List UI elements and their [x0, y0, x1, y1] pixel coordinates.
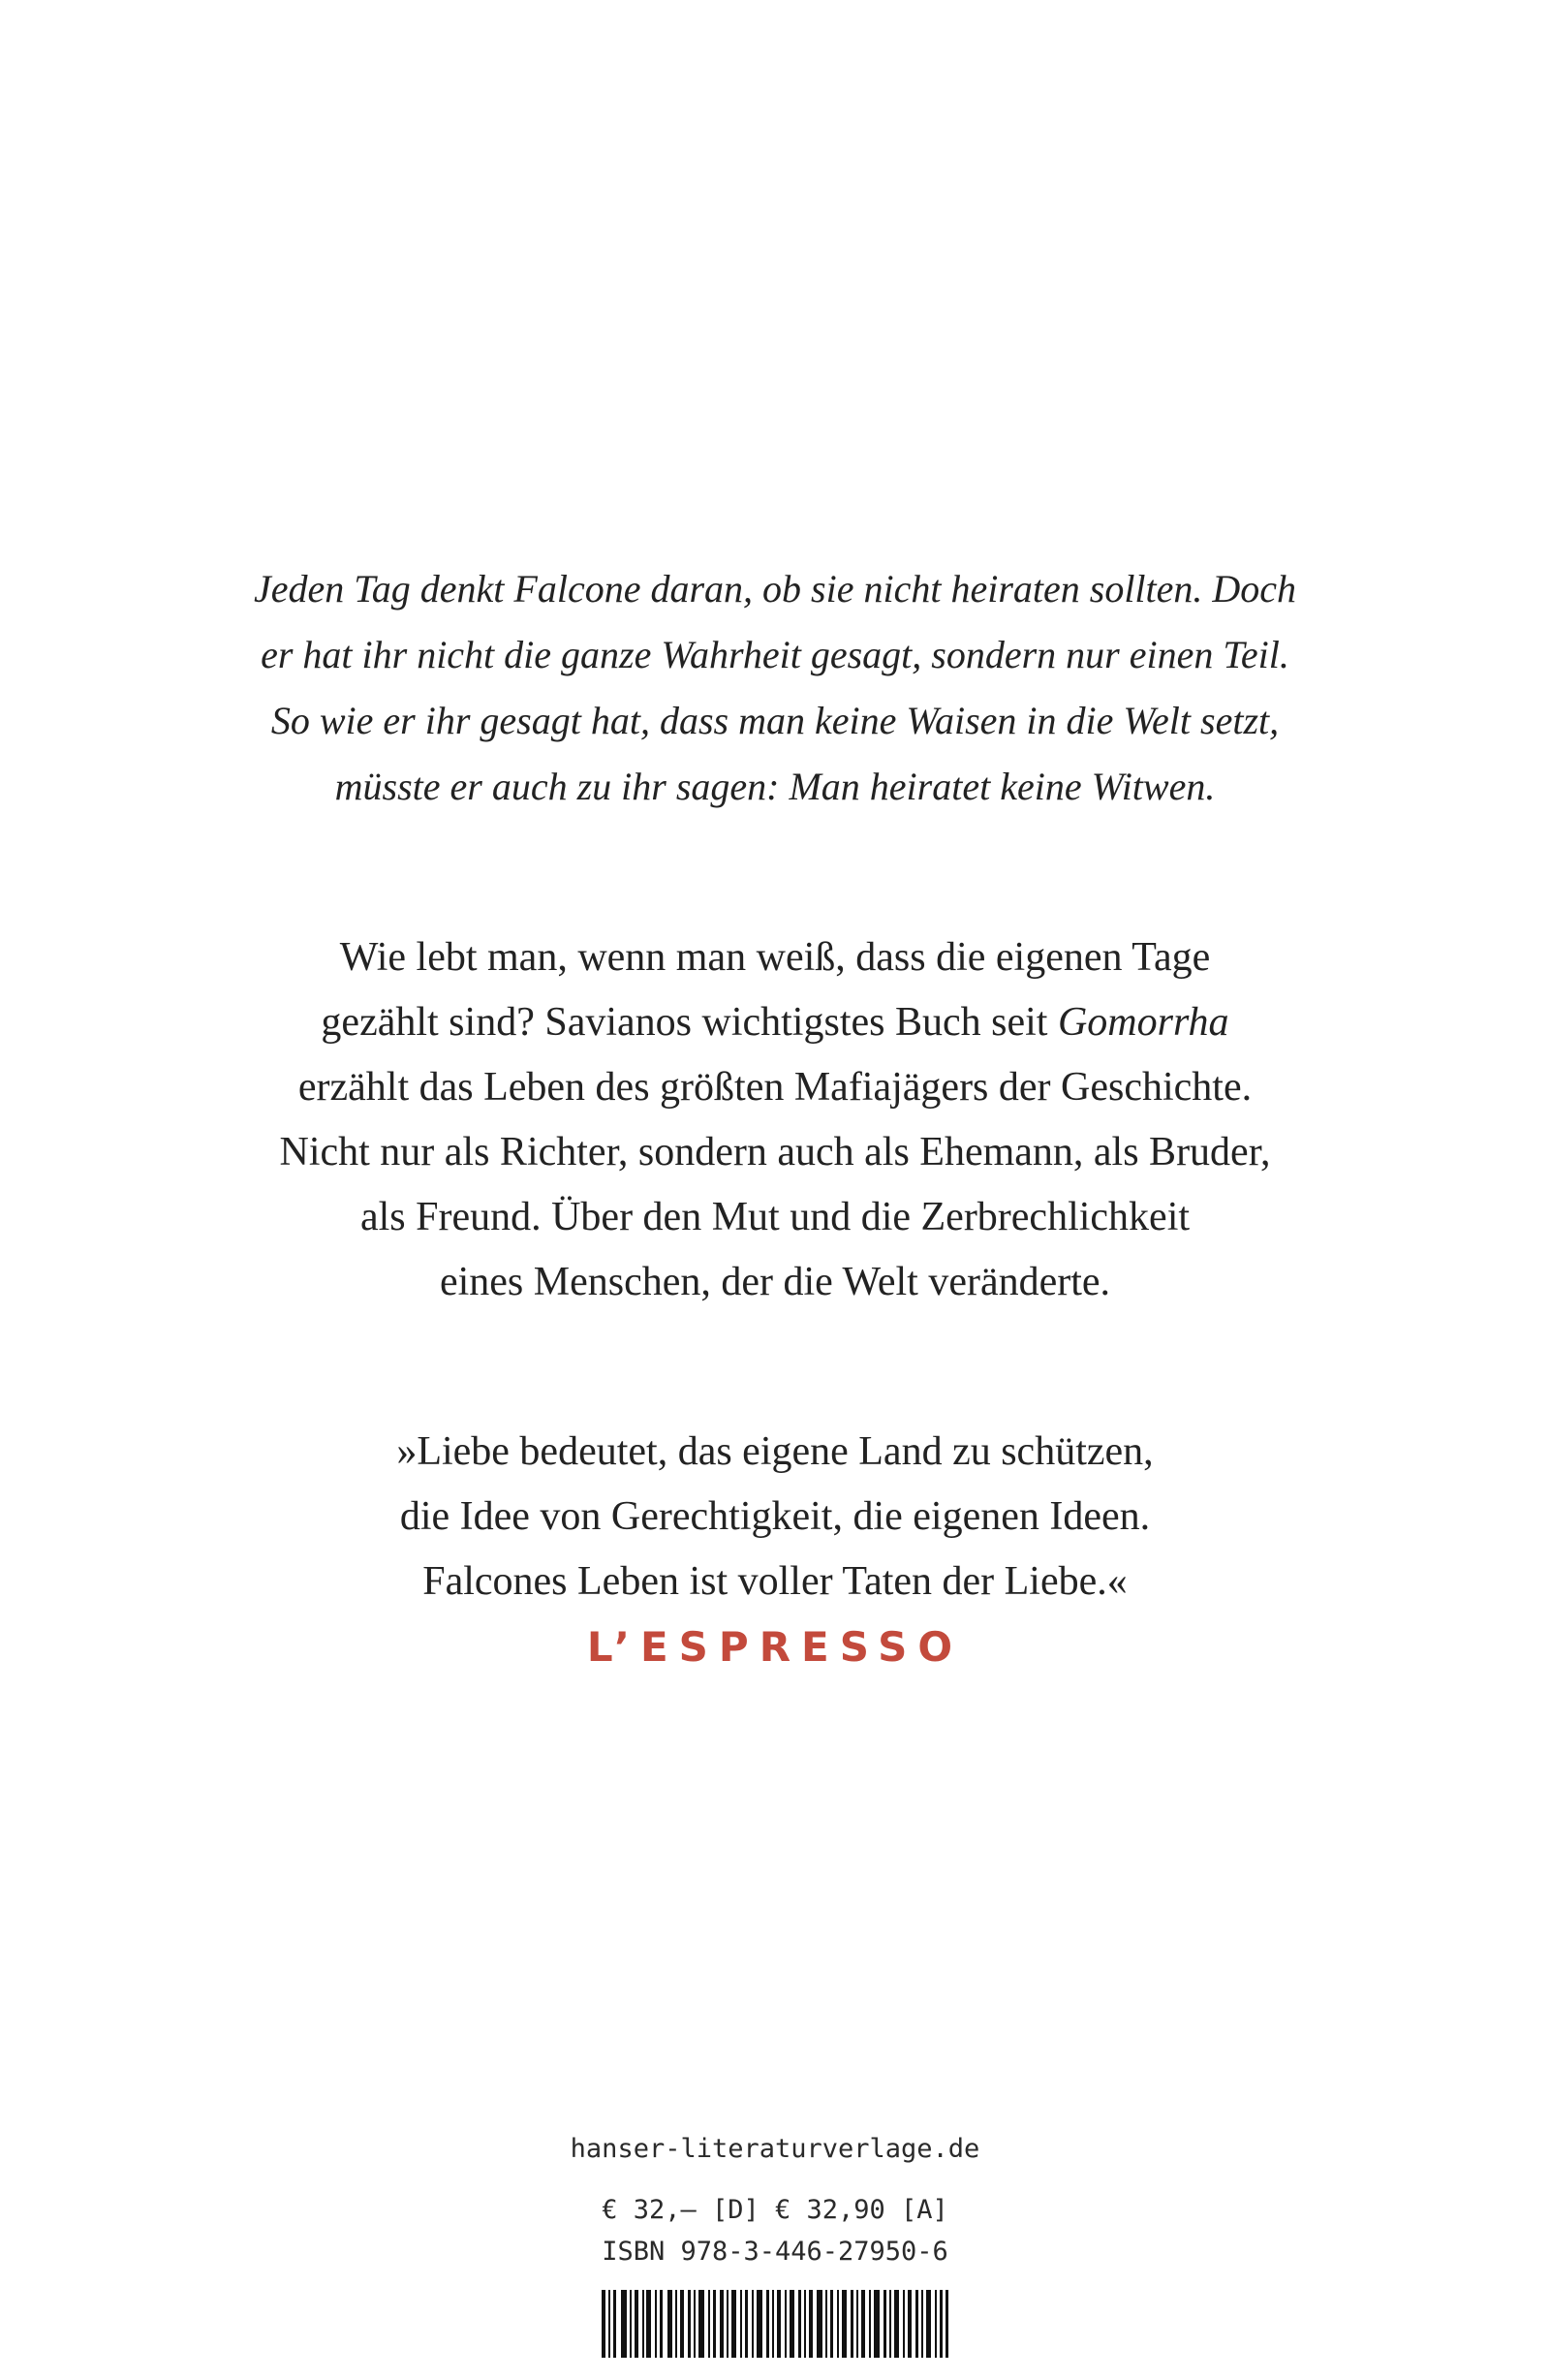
- quote-source: L’ESPRESSO: [586, 1623, 964, 1671]
- excerpt-block: [0, 556, 1550, 820]
- excerpt-line: So wie er ihr gesagt hat, dass man keine Waisen in die Welt setzt,: [270, 699, 1280, 742]
- price-info: € 32,– [D] € 32,90 [A]: [602, 2195, 948, 2225]
- description-line: [0, 990, 1550, 1055]
- description-block: [0, 925, 1550, 1315]
- excerpt-line: er hat ihr nicht die ganze Wahrheit gesagt, sondern nur einen Teil.: [261, 633, 1289, 676]
- publisher-website: hanser-literaturverlage.de: [570, 2134, 980, 2164]
- barcode-icon: [602, 2290, 948, 2358]
- isbn-number: ISBN 978-3-446-27950-6: [602, 2237, 948, 2267]
- description-line: Nicht nur als Richter, sondern auch als Ehemann, als Bruder,: [279, 1130, 1271, 1174]
- book-title-gomorrha: Gomorrha: [1057, 1000, 1229, 1045]
- quote-line: »Liebe bedeutet, das eigene Land zu schützen,: [396, 1429, 1154, 1474]
- quote-line: Falcones Leben ist voller Taten der Liebe.«: [422, 1559, 1128, 1604]
- description-line: Wie lebt man, wenn man weiß, dass die eigenen Tage: [339, 935, 1211, 980]
- description-line: als Freund. Über den Mut und die Zerbrechlichkeit: [359, 1195, 1191, 1239]
- excerpt-line: Jeden Tag denkt Falcone daran, ob sie nicht heiraten sollten. Doch: [253, 567, 1297, 611]
- quote-line: die Idee von Gerechtigkeit, die eigenen Ideen.: [399, 1494, 1151, 1539]
- description-line: erzählt das Leben des größten Mafiajägers der Geschichte.: [297, 1065, 1253, 1110]
- description-line-text: gezählt sind? Savianos wichtigstes Buch seit: [321, 1000, 1058, 1045]
- excerpt-line: müsste er auch zu ihr sagen: Man heiratet keine Witwen.: [334, 765, 1216, 808]
- press-quote: [0, 1420, 1550, 1614]
- description-line: eines Menschen, der die Welt veränderte.: [439, 1260, 1111, 1304]
